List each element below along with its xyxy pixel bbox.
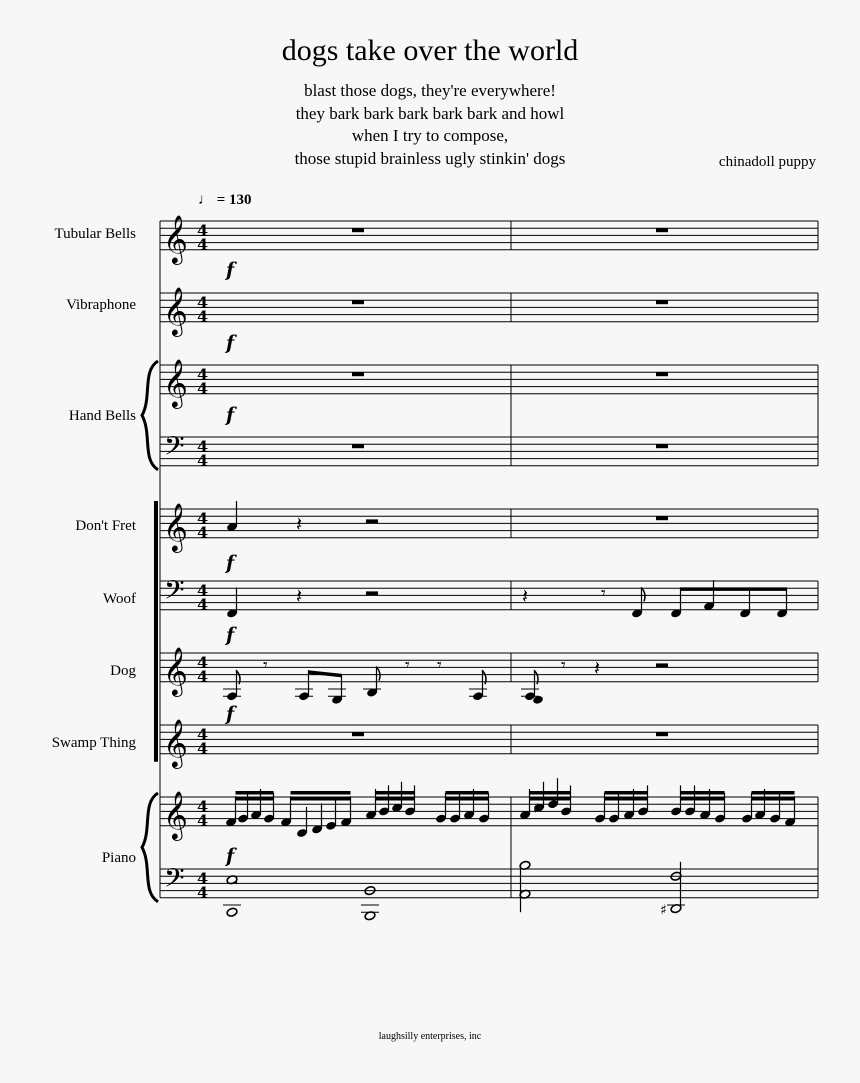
whole-rest xyxy=(656,516,668,520)
instrument-label-dog: Dog xyxy=(110,663,136,679)
eighth-rest: 𝄾 xyxy=(561,655,566,676)
treble-clef: 𝄞 xyxy=(163,718,188,767)
whole-rest xyxy=(352,372,364,376)
subtitle-line: those stupid brainless ugly stinkin' dogs xyxy=(294,148,566,168)
beam xyxy=(681,797,725,801)
whole-rest xyxy=(656,228,668,232)
whole-rest xyxy=(352,444,364,448)
time-signature-top: 4 xyxy=(197,869,209,888)
time-signature-bottom: 4 xyxy=(197,883,209,902)
instrument-label-swamp-thing: Swamp Thing xyxy=(51,735,136,751)
half-rest xyxy=(366,519,378,523)
whole-rest xyxy=(656,300,668,304)
beam xyxy=(752,797,795,801)
time-signature-top: 4 xyxy=(197,293,209,312)
time-signature-top: 4 xyxy=(197,797,209,816)
beam xyxy=(291,797,351,801)
grand-staff-brace xyxy=(142,793,158,902)
whole-rest xyxy=(656,732,668,736)
eighth-rest: 𝄾 xyxy=(405,655,410,676)
time-signature-top: 4 xyxy=(197,725,209,744)
time-signature-top: 4 xyxy=(197,581,209,600)
beam xyxy=(605,797,648,801)
treble-clef: 𝄞 xyxy=(163,502,188,551)
time-signature-top: 4 xyxy=(197,653,209,672)
quarter-rest: 𝄽 xyxy=(296,512,303,536)
beam xyxy=(376,791,415,795)
instrument-label-woof: Woof xyxy=(103,591,136,607)
tempo-marking: ♩ = 130 xyxy=(198,192,252,208)
treble-clef: 𝄞 xyxy=(163,358,188,407)
dynamic-forte: f xyxy=(226,703,235,725)
beam xyxy=(376,797,415,801)
half-rest xyxy=(366,591,378,595)
dynamic-forte: f xyxy=(226,845,235,867)
time-signature-top: 4 xyxy=(197,437,209,456)
time-signature-bottom: 4 xyxy=(197,307,209,326)
time-signature-bottom: 4 xyxy=(197,739,209,758)
quarter-rest: 𝄽 xyxy=(594,656,601,680)
score-title: dogs take over the world xyxy=(281,34,579,67)
beam xyxy=(530,791,571,795)
instrument-label-vibraphone: Vibraphone xyxy=(66,297,136,313)
time-signature-bottom: 4 xyxy=(197,451,209,470)
instrument-label-dont-fret: Don't Fret xyxy=(75,518,136,534)
treble-clef: 𝄞 xyxy=(163,214,188,263)
note-head xyxy=(226,907,238,917)
time-signature-top: 4 xyxy=(197,221,209,240)
time-signature-top: 4 xyxy=(197,509,209,528)
beam xyxy=(446,797,489,801)
time-signature-bottom: 4 xyxy=(197,595,209,614)
notation-marks xyxy=(142,214,796,921)
whole-rest xyxy=(352,732,364,736)
instrument-label-tubular-bells: Tubular Bells xyxy=(54,226,136,242)
time-signature-bottom: 4 xyxy=(197,811,209,830)
beam xyxy=(605,791,648,795)
whole-rest xyxy=(656,444,668,448)
beam xyxy=(236,797,274,801)
beam xyxy=(446,791,489,795)
treble-clef: 𝄞 xyxy=(163,286,188,335)
beam xyxy=(291,791,351,795)
bass-clef: 𝄢 xyxy=(164,862,185,900)
dynamic-forte: f xyxy=(226,624,235,646)
subtitle-line: blast those dogs, they're everywhere! xyxy=(304,81,556,100)
quarter-rest: 𝄽 xyxy=(296,584,303,608)
whole-rest xyxy=(352,228,364,232)
treble-clef: 𝄞 xyxy=(163,790,188,839)
dynamic-forte: f xyxy=(226,404,235,426)
quarter-rest: 𝄽 xyxy=(522,584,529,608)
subtitle-line: they bark bark bark bark bark and howl xyxy=(295,103,565,123)
whole-rest xyxy=(656,372,668,376)
instrument-label-piano: Piano xyxy=(101,850,136,866)
footer-credit: laughsilly enterprises, inc xyxy=(378,1031,482,1042)
bass-clef: 𝄢 xyxy=(164,430,185,468)
grand-staff-brace xyxy=(142,361,158,470)
time-signature-bottom: 4 xyxy=(197,667,209,686)
time-signature-top: 4 xyxy=(197,365,209,384)
sharp-accidental: ♯ xyxy=(660,902,667,919)
beam xyxy=(308,670,341,677)
time-signature-bottom: 4 xyxy=(197,379,209,398)
beam xyxy=(681,791,725,795)
dynamic-forte: f xyxy=(226,259,235,281)
eighth-rest: 𝄾 xyxy=(263,655,268,676)
instrument-label-hand-bells: Hand Bells xyxy=(68,408,136,424)
time-signature-bottom: 4 xyxy=(197,523,209,542)
half-rest xyxy=(656,663,668,667)
whole-rest xyxy=(352,300,364,304)
bass-clef: 𝄢 xyxy=(164,574,185,612)
sharp-accidental: ♯ xyxy=(533,800,540,817)
subtitle-line: when I try to compose, xyxy=(351,126,509,145)
beam xyxy=(236,791,274,795)
time-signature-bottom: 4 xyxy=(197,235,209,254)
dynamic-forte: f xyxy=(226,332,235,354)
eighth-rest: 𝄾 xyxy=(601,583,606,604)
treble-clef: 𝄞 xyxy=(163,646,188,695)
dynamic-forte: f xyxy=(226,552,235,574)
beam xyxy=(680,587,786,591)
beam xyxy=(752,791,795,795)
composer: chinadoll puppy xyxy=(718,154,816,170)
eighth-rest: 𝄾 xyxy=(437,655,442,676)
